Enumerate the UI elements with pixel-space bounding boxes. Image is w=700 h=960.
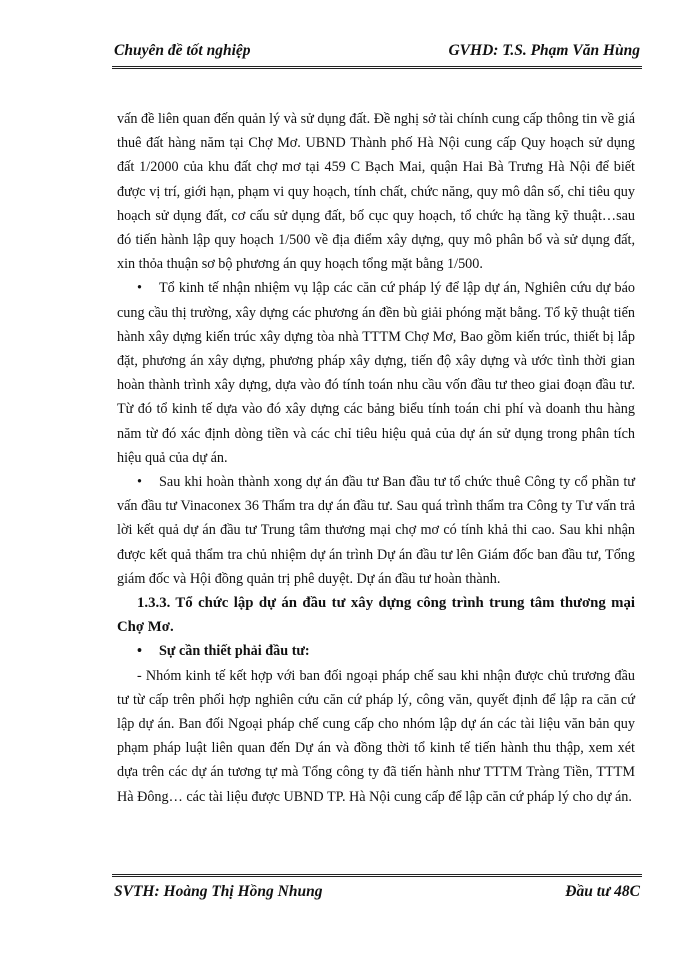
subheading-text: Sự cần thiết phải đầu tư:: [159, 643, 310, 660]
bullet-paragraph-appraisal: [117, 470, 635, 591]
header-title: Chuyên đề tốt nghiệp: [114, 42, 251, 59]
document-body: [117, 107, 635, 809]
paragraph-continuation: vấn đề liên quan đến quản lý và sử dụng đất. Đề nghị sở tài chính cung cấp thông tin về giá thuê đất hàng năm tại Chợ Mơ. UBND Thành phố Hà Nội cung cấp Quy hoạch sử dụng đất 1/2000 của khu đất chợ mơ tại 459 C Bạch Mai, quận Hai Bà Trưng Hà Nội để biết được vị trí, giới hạn, phạm vi quy hoạch, tính chất, chức năng, quy mô dân số, chỉ tiêu quy hoạch sử dụng đất, cơ cấu sử dụng đất, bố cục quy hoạch, tổ chức hạ tầng kỹ thuật…sau đó tiến hành lập quy hoạch 1/500 về địa điểm xây dựng, quy mô phân bổ và sử dụng đất, xin thỏa thuận sơ bộ phương án quy hoạch tổng mặt bằng 1/500.: [117, 111, 635, 273]
bullet-text: Sau khi hoàn thành xong dự án đầu tư Ban đầu tư tổ chức thuê Công ty cổ phần tư vấn đầu tư Vinaconex 36 Thẩm tra dự án đầu tư. Sau quá trình thẩm tra Công ty Tư vấn trả lời kết quả dự án đầu tư Trung tâm thương mại chợ mơ có tính khả thi cao. Sau khi nhận được kết quả thẩm tra chủ nhiệm dự án trình Dự án đầu tư lên Giám đốc ban đầu tư, Tổng giám đốc và Hội đồng quản trị phê duyệt. Dự án đầu tư hoàn thành.: [117, 474, 635, 587]
section-heading: 1.3.3. Tổ chức lập dự án đầu tư xây dựng công trình trung tâm thương mại Chợ Mơ.: [117, 595, 635, 636]
header-advisor: GVHD: T.S. Phạm Văn Hùng: [448, 42, 640, 59]
bullet-text: Tổ kinh tế nhận nhiệm vụ lập các căn cứ pháp lý để lập dự án, Nghiên cứu dự báo cung cầu thị trường, xây dựng các phương án đền bù giải phóng mặt bằng. Tổ kỹ thuật tiến hành xây dựng kiến trúc xây dựng tòa nhà TTTM Chợ Mơ, Bao gồm kiến trúc, thiết bị lắp đặt, phương án xây dựng, phương pháp xây dựng, tiến độ xây dựng và ước tình thời gian hoàn thành trình xây dựng, dựa vào đó tính toán nhu cầu vốn đầu tư theo giai đoạn đầu tư. Từ đó tổ kinh tế dựa vào đó xây dựng các bảng biểu tính toán chi phí và doanh thu hàng năm từ đó xác định dòng tiền và các chỉ tiêu hiệu quả của dự án sử dụng trong phân tích hiệu quả của dự án.: [117, 280, 635, 466]
footer-class: Đầu tư 48C: [565, 883, 640, 900]
bullet-paragraph-economics: [117, 276, 635, 470]
subheading-bullet: [117, 639, 635, 663]
bullet-icon: •: [137, 474, 142, 491]
footer-author: SVTH: Hoàng Thị Hồng Nhung: [114, 883, 323, 900]
paragraph-necessity: - Nhóm kinh tế kết hợp với ban đối ngoại pháp chế sau khi nhận được chủ trương đầu tư từ cấp trên phối hợp nghiên cứu căn cứ pháp lý, công văn, quyết định để lập ra căn cứ lập dự án. Ban đối Ngoại pháp chế cung cấp cho nhóm lập dự án các tài liệu văn bản quy phạm pháp luật liên quan đến Dự án và đồng thời tổ kinh tế tiến hành thu thập, xem xét dựa trên các dự án tương tự mà Tổng công ty đã tiến hành như TTTM Tràng Tiền, TTTM Hà Đông… các tài liệu được UBND TP. Hà Nội cung cấp để lập căn cứ pháp lý cho dự án.: [117, 667, 635, 805]
bullet-icon: •: [137, 280, 142, 297]
page-footer: [112, 874, 642, 905]
page-header: [112, 40, 642, 69]
bullet-icon: •: [137, 643, 142, 660]
